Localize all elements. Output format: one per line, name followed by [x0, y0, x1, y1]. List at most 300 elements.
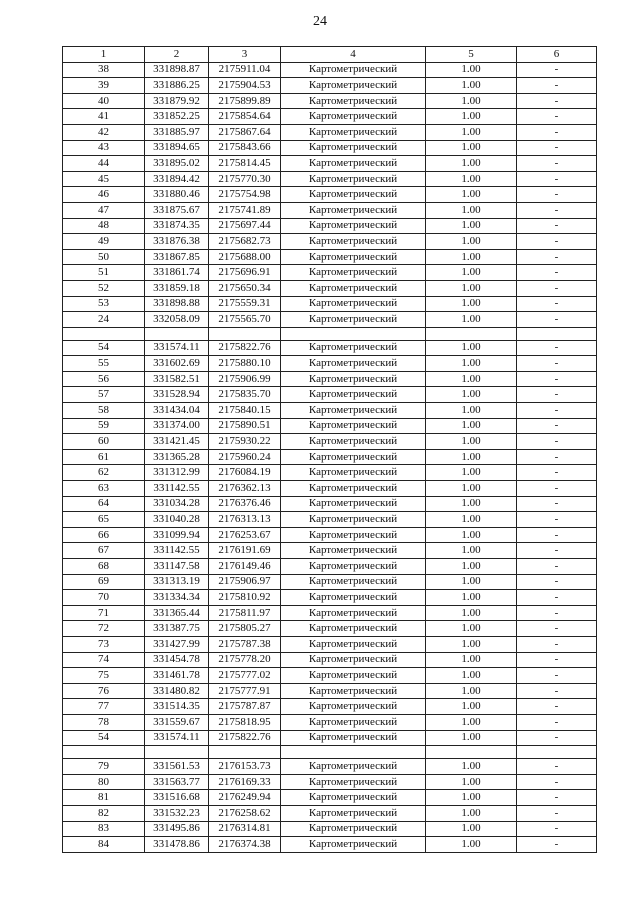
- x-coordinate-cell: 331867.85: [145, 249, 209, 265]
- section-separator-row: [63, 327, 597, 340]
- point-number-cell: 55: [63, 356, 145, 372]
- x-coordinate-cell: 331876.38: [145, 234, 209, 250]
- point-number-cell: 82: [63, 805, 145, 821]
- x-coordinate-cell: 331886.25: [145, 78, 209, 94]
- y-coordinate-cell: 2176084.19: [209, 465, 281, 481]
- table-row: [63, 805, 597, 821]
- accuracy-cell: 1.00: [426, 652, 517, 668]
- accuracy-cell: 1.00: [426, 559, 517, 575]
- table-row: [63, 434, 597, 450]
- accuracy-cell: 1.00: [426, 590, 517, 606]
- point-number-cell: 83: [63, 821, 145, 837]
- x-coordinate-cell: 331861.74: [145, 265, 209, 281]
- note-cell: -: [517, 481, 597, 497]
- x-coordinate-cell: 331454.78: [145, 652, 209, 668]
- note-cell: -: [517, 296, 597, 312]
- table-row: [63, 93, 597, 109]
- table-row: [63, 387, 597, 403]
- table-row: [63, 574, 597, 590]
- accuracy-cell: 1.00: [426, 403, 517, 419]
- accuracy-cell: 1.00: [426, 78, 517, 94]
- method-cell: Картометрический: [281, 605, 426, 621]
- x-coordinate-cell: 331561.53: [145, 759, 209, 775]
- note-cell: -: [517, 668, 597, 684]
- table-row: [63, 356, 597, 372]
- point-number-cell: 84: [63, 837, 145, 853]
- note-cell: -: [517, 62, 597, 78]
- x-coordinate-cell: 331434.04: [145, 403, 209, 419]
- x-coordinate-cell: 331582.51: [145, 371, 209, 387]
- method-cell: Картометрический: [281, 296, 426, 312]
- x-coordinate-cell: 331365.44: [145, 605, 209, 621]
- y-coordinate-cell: 2175777.91: [209, 683, 281, 699]
- note-cell: -: [517, 652, 597, 668]
- point-number-cell: 48: [63, 218, 145, 234]
- point-number-cell: 59: [63, 418, 145, 434]
- x-coordinate-cell: 331528.94: [145, 387, 209, 403]
- x-coordinate-cell: 331880.46: [145, 187, 209, 203]
- point-number-cell: 78: [63, 714, 145, 730]
- point-number-cell: 80: [63, 774, 145, 790]
- y-coordinate-cell: 2175843.66: [209, 140, 281, 156]
- y-coordinate-cell: 2175696.91: [209, 265, 281, 281]
- accuracy-cell: 1.00: [426, 527, 517, 543]
- note-cell: -: [517, 759, 597, 775]
- note-cell: -: [517, 356, 597, 372]
- x-coordinate-cell: 331421.45: [145, 434, 209, 450]
- accuracy-cell: 1.00: [426, 202, 517, 218]
- point-number-cell: 46: [63, 187, 145, 203]
- note-cell: -: [517, 449, 597, 465]
- method-cell: Картометрический: [281, 234, 426, 250]
- method-cell: Картометрический: [281, 714, 426, 730]
- method-cell: Картометрический: [281, 449, 426, 465]
- y-coordinate-cell: 2175930.22: [209, 434, 281, 450]
- method-cell: Картометрический: [281, 371, 426, 387]
- x-coordinate-cell: 331142.55: [145, 481, 209, 497]
- y-coordinate-cell: 2176249.94: [209, 790, 281, 806]
- point-number-cell: 39: [63, 78, 145, 94]
- x-coordinate-cell: 331574.11: [145, 340, 209, 356]
- accuracy-cell: 1.00: [426, 124, 517, 140]
- y-coordinate-cell: 2176374.38: [209, 837, 281, 853]
- method-cell: Картометрический: [281, 280, 426, 296]
- point-number-cell: 47: [63, 202, 145, 218]
- note-cell: -: [517, 340, 597, 356]
- method-cell: Картометрический: [281, 171, 426, 187]
- x-coordinate-cell: 331895.02: [145, 156, 209, 172]
- y-coordinate-cell: 2175688.00: [209, 249, 281, 265]
- table-row: [63, 218, 597, 234]
- y-coordinate-cell: 2175650.34: [209, 280, 281, 296]
- note-cell: -: [517, 218, 597, 234]
- point-number-cell: 53: [63, 296, 145, 312]
- accuracy-cell: 1.00: [426, 621, 517, 637]
- table-row: [63, 403, 597, 419]
- x-coordinate-cell: 331885.97: [145, 124, 209, 140]
- note-cell: -: [517, 156, 597, 172]
- note-cell: -: [517, 371, 597, 387]
- point-number-cell: 69: [63, 574, 145, 590]
- accuracy-cell: 1.00: [426, 683, 517, 699]
- empty-cell: [281, 327, 426, 340]
- method-cell: Картометрический: [281, 512, 426, 528]
- x-coordinate-cell: 331875.67: [145, 202, 209, 218]
- accuracy-cell: 1.00: [426, 218, 517, 234]
- table-row: [63, 78, 597, 94]
- method-cell: Картометрический: [281, 340, 426, 356]
- point-number-cell: 50: [63, 249, 145, 265]
- empty-cell: [426, 746, 517, 759]
- table-row: [63, 171, 597, 187]
- x-coordinate-cell: 331898.87: [145, 62, 209, 78]
- x-coordinate-cell: 331859.18: [145, 280, 209, 296]
- x-coordinate-cell: 331879.92: [145, 93, 209, 109]
- table-row: [63, 759, 597, 775]
- method-cell: Картометрический: [281, 356, 426, 372]
- note-cell: -: [517, 496, 597, 512]
- method-cell: Картометрический: [281, 265, 426, 281]
- method-cell: Картометрический: [281, 218, 426, 234]
- note-cell: -: [517, 699, 597, 715]
- x-coordinate-cell: 331898.88: [145, 296, 209, 312]
- empty-cell: [145, 746, 209, 759]
- table-row: [63, 418, 597, 434]
- table-row: [63, 621, 597, 637]
- method-cell: Картометрический: [281, 78, 426, 94]
- accuracy-cell: 1.00: [426, 340, 517, 356]
- method-cell: Картометрический: [281, 124, 426, 140]
- note-cell: -: [517, 636, 597, 652]
- table-row: [63, 481, 597, 497]
- y-coordinate-cell: 2176313.13: [209, 512, 281, 528]
- x-coordinate-cell: 331495.86: [145, 821, 209, 837]
- table-row: [63, 790, 597, 806]
- column-header-1: 1: [63, 47, 145, 63]
- note-cell: -: [517, 387, 597, 403]
- y-coordinate-cell: 2175960.24: [209, 449, 281, 465]
- table-row: [63, 496, 597, 512]
- note-cell: -: [517, 171, 597, 187]
- table-row: [63, 265, 597, 281]
- x-coordinate-cell: 331563.77: [145, 774, 209, 790]
- table-row: [63, 636, 597, 652]
- note-cell: -: [517, 512, 597, 528]
- method-cell: Картометрический: [281, 387, 426, 403]
- accuracy-cell: 1.00: [426, 759, 517, 775]
- x-coordinate-cell: 332058.09: [145, 312, 209, 328]
- coordinates-table: [62, 46, 597, 853]
- y-coordinate-cell: 2175814.45: [209, 156, 281, 172]
- table-header-row: [63, 47, 597, 63]
- method-cell: Картометрический: [281, 652, 426, 668]
- note-cell: -: [517, 790, 597, 806]
- point-number-cell: 41: [63, 109, 145, 125]
- empty-cell: [209, 327, 281, 340]
- accuracy-cell: 1.00: [426, 171, 517, 187]
- y-coordinate-cell: 2175565.70: [209, 312, 281, 328]
- y-coordinate-cell: 2175854.64: [209, 109, 281, 125]
- point-number-cell: 58: [63, 403, 145, 419]
- accuracy-cell: 1.00: [426, 837, 517, 853]
- accuracy-cell: 1.00: [426, 790, 517, 806]
- point-number-cell: 57: [63, 387, 145, 403]
- method-cell: Картометрический: [281, 140, 426, 156]
- method-cell: Картометрический: [281, 636, 426, 652]
- accuracy-cell: 1.00: [426, 605, 517, 621]
- point-number-cell: 70: [63, 590, 145, 606]
- accuracy-cell: 1.00: [426, 543, 517, 559]
- point-number-cell: 67: [63, 543, 145, 559]
- table-row: [63, 590, 597, 606]
- method-cell: Картометрический: [281, 465, 426, 481]
- y-coordinate-cell: 2175682.73: [209, 234, 281, 250]
- method-cell: Картометрический: [281, 187, 426, 203]
- table-row: [63, 124, 597, 140]
- note-cell: -: [517, 434, 597, 450]
- method-cell: Картометрический: [281, 621, 426, 637]
- table-row: [63, 156, 597, 172]
- y-coordinate-cell: 2176253.67: [209, 527, 281, 543]
- accuracy-cell: 1.00: [426, 249, 517, 265]
- point-number-cell: 73: [63, 636, 145, 652]
- table-row: [63, 821, 597, 837]
- empty-cell: [63, 746, 145, 759]
- accuracy-cell: 1.00: [426, 636, 517, 652]
- empty-cell: [145, 327, 209, 340]
- point-number-cell: 24: [63, 312, 145, 328]
- y-coordinate-cell: 2175867.64: [209, 124, 281, 140]
- table-row: [63, 774, 597, 790]
- accuracy-cell: 1.00: [426, 93, 517, 109]
- accuracy-cell: 1.00: [426, 496, 517, 512]
- x-coordinate-cell: 331559.67: [145, 714, 209, 730]
- method-cell: Картометрический: [281, 434, 426, 450]
- point-number-cell: 81: [63, 790, 145, 806]
- table-row: [63, 730, 597, 746]
- accuracy-cell: 1.00: [426, 387, 517, 403]
- method-cell: Картометрический: [281, 837, 426, 853]
- table-body: [63, 62, 597, 852]
- table-row: [63, 280, 597, 296]
- accuracy-cell: 1.00: [426, 821, 517, 837]
- y-coordinate-cell: 2175818.95: [209, 714, 281, 730]
- empty-cell: [63, 327, 145, 340]
- y-coordinate-cell: 2175777.02: [209, 668, 281, 684]
- point-number-cell: 62: [63, 465, 145, 481]
- method-cell: Картометрический: [281, 790, 426, 806]
- method-cell: Картометрический: [281, 730, 426, 746]
- point-number-cell: 38: [63, 62, 145, 78]
- y-coordinate-cell: 2175906.99: [209, 371, 281, 387]
- method-cell: Картометрический: [281, 759, 426, 775]
- y-coordinate-cell: 2175741.89: [209, 202, 281, 218]
- table-row: [63, 543, 597, 559]
- method-cell: Картометрический: [281, 699, 426, 715]
- note-cell: -: [517, 465, 597, 481]
- y-coordinate-cell: 2175904.53: [209, 78, 281, 94]
- accuracy-cell: 1.00: [426, 371, 517, 387]
- table-row: [63, 312, 597, 328]
- y-coordinate-cell: 2176153.73: [209, 759, 281, 775]
- table-row: [63, 109, 597, 125]
- accuracy-cell: 1.00: [426, 699, 517, 715]
- y-coordinate-cell: 2176169.33: [209, 774, 281, 790]
- point-number-cell: 44: [63, 156, 145, 172]
- method-cell: Картометрический: [281, 683, 426, 699]
- point-number-cell: 65: [63, 512, 145, 528]
- section-separator-row: [63, 746, 597, 759]
- table-row: [63, 652, 597, 668]
- method-cell: Картометрический: [281, 590, 426, 606]
- accuracy-cell: 1.00: [426, 434, 517, 450]
- point-number-cell: 71: [63, 605, 145, 621]
- point-number-cell: 54: [63, 340, 145, 356]
- y-coordinate-cell: 2176376.46: [209, 496, 281, 512]
- y-coordinate-cell: 2175822.76: [209, 730, 281, 746]
- table-row: [63, 340, 597, 356]
- note-cell: -: [517, 559, 597, 575]
- accuracy-cell: 1.00: [426, 805, 517, 821]
- y-coordinate-cell: 2175835.70: [209, 387, 281, 403]
- column-header-6: 6: [517, 47, 597, 63]
- method-cell: Картометрический: [281, 496, 426, 512]
- x-coordinate-cell: 331574.11: [145, 730, 209, 746]
- note-cell: -: [517, 312, 597, 328]
- note-cell: -: [517, 730, 597, 746]
- point-number-cell: 74: [63, 652, 145, 668]
- note-cell: -: [517, 683, 597, 699]
- empty-cell: [517, 327, 597, 340]
- column-header-5: 5: [426, 47, 517, 63]
- method-cell: Картометрический: [281, 774, 426, 790]
- method-cell: Картометрический: [281, 93, 426, 109]
- table-row: [63, 605, 597, 621]
- accuracy-cell: 1.00: [426, 356, 517, 372]
- table-row: [63, 140, 597, 156]
- table-row: [63, 512, 597, 528]
- y-coordinate-cell: 2175911.04: [209, 62, 281, 78]
- note-cell: -: [517, 124, 597, 140]
- table-row: [63, 668, 597, 684]
- table-row: [63, 296, 597, 312]
- column-header-3: 3: [209, 47, 281, 63]
- y-coordinate-cell: 2176362.13: [209, 481, 281, 497]
- point-number-cell: 43: [63, 140, 145, 156]
- x-coordinate-cell: 331040.28: [145, 512, 209, 528]
- note-cell: -: [517, 280, 597, 296]
- empty-cell: [281, 746, 426, 759]
- empty-cell: [209, 746, 281, 759]
- point-number-cell: 66: [63, 527, 145, 543]
- y-coordinate-cell: 2175822.76: [209, 340, 281, 356]
- table-row: [63, 683, 597, 699]
- method-cell: Картометрический: [281, 481, 426, 497]
- method-cell: Картометрический: [281, 527, 426, 543]
- point-number-cell: 79: [63, 759, 145, 775]
- table-row: [63, 202, 597, 218]
- method-cell: Картометрический: [281, 403, 426, 419]
- x-coordinate-cell: 331034.28: [145, 496, 209, 512]
- note-cell: -: [517, 265, 597, 281]
- x-coordinate-cell: 331514.35: [145, 699, 209, 715]
- point-number-cell: 56: [63, 371, 145, 387]
- accuracy-cell: 1.00: [426, 418, 517, 434]
- point-number-cell: 40: [63, 93, 145, 109]
- y-coordinate-cell: 2176314.81: [209, 821, 281, 837]
- x-coordinate-cell: 331478.86: [145, 837, 209, 853]
- method-cell: Картометрический: [281, 62, 426, 78]
- table-row: [63, 187, 597, 203]
- y-coordinate-cell: 2176258.62: [209, 805, 281, 821]
- x-coordinate-cell: 331461.78: [145, 668, 209, 684]
- y-coordinate-cell: 2175906.97: [209, 574, 281, 590]
- accuracy-cell: 1.00: [426, 280, 517, 296]
- note-cell: -: [517, 605, 597, 621]
- note-cell: -: [517, 403, 597, 419]
- y-coordinate-cell: 2175840.15: [209, 403, 281, 419]
- method-cell: Картометрический: [281, 805, 426, 821]
- accuracy-cell: 1.00: [426, 730, 517, 746]
- accuracy-cell: 1.00: [426, 449, 517, 465]
- y-coordinate-cell: 2175559.31: [209, 296, 281, 312]
- empty-cell: [426, 327, 517, 340]
- table-row: [63, 62, 597, 78]
- method-cell: Картометрический: [281, 202, 426, 218]
- point-number-cell: 60: [63, 434, 145, 450]
- note-cell: -: [517, 574, 597, 590]
- method-cell: Картометрический: [281, 821, 426, 837]
- note-cell: -: [517, 109, 597, 125]
- point-number-cell: 63: [63, 481, 145, 497]
- point-number-cell: 77: [63, 699, 145, 715]
- method-cell: Картометрический: [281, 156, 426, 172]
- method-cell: Картометрический: [281, 249, 426, 265]
- accuracy-cell: 1.00: [426, 481, 517, 497]
- point-number-cell: 42: [63, 124, 145, 140]
- point-number-cell: 61: [63, 449, 145, 465]
- note-cell: -: [517, 543, 597, 559]
- y-coordinate-cell: 2175787.38: [209, 636, 281, 652]
- point-number-cell: 54: [63, 730, 145, 746]
- y-coordinate-cell: 2175890.51: [209, 418, 281, 434]
- note-cell: -: [517, 774, 597, 790]
- column-header-2: 2: [145, 47, 209, 63]
- x-coordinate-cell: 331365.28: [145, 449, 209, 465]
- note-cell: -: [517, 527, 597, 543]
- note-cell: -: [517, 418, 597, 434]
- method-cell: Картометрический: [281, 109, 426, 125]
- note-cell: -: [517, 249, 597, 265]
- table-row: [63, 249, 597, 265]
- method-cell: Картометрический: [281, 574, 426, 590]
- point-number-cell: 76: [63, 683, 145, 699]
- x-coordinate-cell: 331387.75: [145, 621, 209, 637]
- note-cell: -: [517, 621, 597, 637]
- y-coordinate-cell: 2175811.97: [209, 605, 281, 621]
- method-cell: Картометрический: [281, 312, 426, 328]
- point-number-cell: 52: [63, 280, 145, 296]
- accuracy-cell: 1.00: [426, 465, 517, 481]
- table-row: [63, 527, 597, 543]
- table-row: [63, 465, 597, 481]
- y-coordinate-cell: 2175778.20: [209, 652, 281, 668]
- y-coordinate-cell: 2175697.44: [209, 218, 281, 234]
- method-cell: Картометрический: [281, 559, 426, 575]
- table-row: [63, 699, 597, 715]
- y-coordinate-cell: 2175754.98: [209, 187, 281, 203]
- y-coordinate-cell: 2175805.27: [209, 621, 281, 637]
